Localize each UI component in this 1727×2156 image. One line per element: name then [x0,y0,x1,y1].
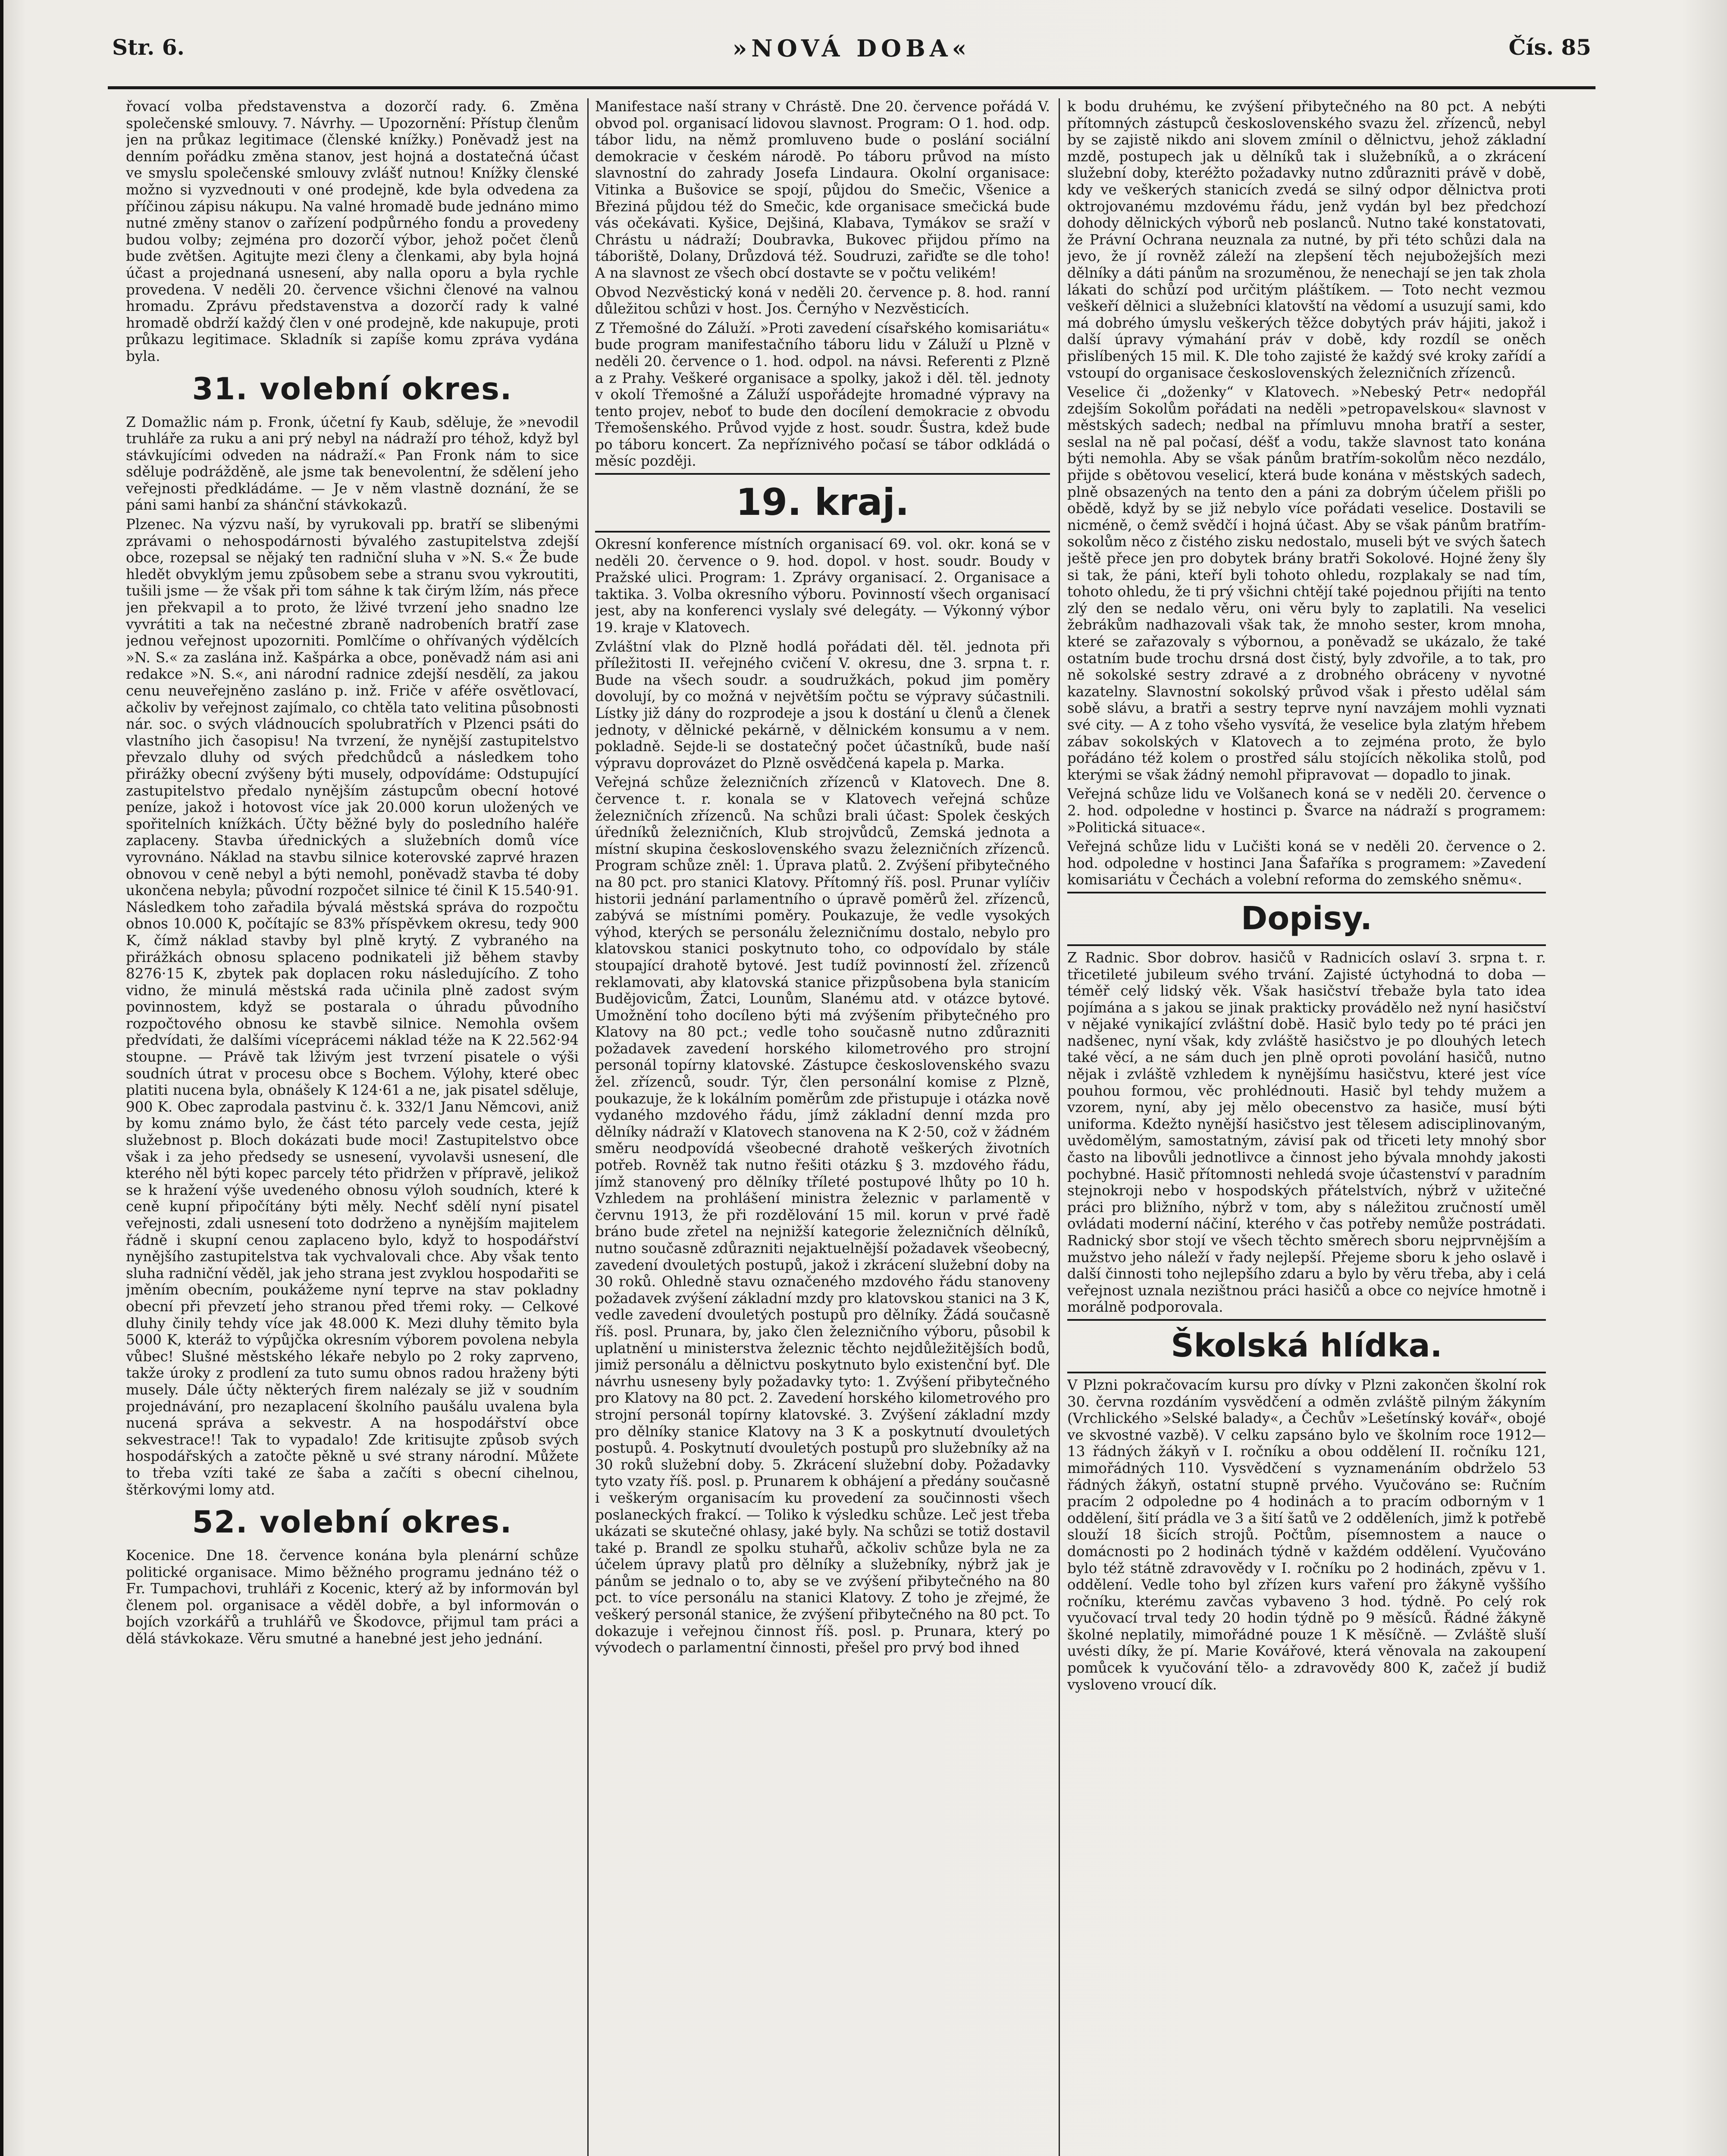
article-paragraph: Z Třemošné do Záluží. »Proti zavedení císařského komisariátu« bude program manifestačního táboru lidu v Záluží u Plzně v neděli 20. července o 1. hod. odpol. na návsi. Referenti z Plzně a z Prahy. Veškeré organisace a spolky, jakož i děl. těl. jednoty v okolí Třemošné a Záluží uspořádejte hromadné výpravy na tento projev, neboť to bude den docílení demokracie z obvodu Třemošenského. Průvod vyjde z host. soudr. Šustra, kdež bude po táboru koncert. Za nepříznivého počasí se tábor odkládá o měsíc později. [595,320,1050,470]
masthead-title: »NOVÁ DOBA« [732,34,971,62]
column-divider-2 [1059,98,1060,2156]
article-paragraph: V Plzni pokračovacím kursu pro dívky v Plzni zakončen školní rok 30. června rozdáním vysvědčení a odměn zvláště pilným žákyním (Vrchlického »Selské balady«, a Čechův »Lešetínský kovář«, obojé ve skvostné vazbě). V celku zapsáno bylo ve školním roce 1912—13 řádných žákyň v I. ročníku a obou oddělení II. ročníku 121, mimořádných 110. Vysvědčení s vyznamenáním obdrželo 53 řádných žákyň, ostatní stupně prvého. Vyučováno se: Ručním pracím 2 odpoledne po 4 hodinách a to pracím odborným v 1 oddělení, šití prádla ve 3 a šití šatů ve 2 odděleních, jimž k potřebě slouží 18 šicích strojů. Počtům, písemnostem a nauce o domácnosti po 2 hodinách týdně v každém oddělení. Vyučováno bylo též státně zdravovědy v I. ročníku po 2 hodinách, zpěvu v 1. oddělení. Vedle toho byl zřízen kurs vaření pro žákyně vyššího ročníku, kterému zavčas vybaveno 3 hod. týdně. Po celý rok vyučovací trval tedy 20 hodin týdně po 9 měsíců. Řádné žákyně školné neplatily, mimořádné pouze 1 K měsíčně. — Zvláště sluší uvésti díky, že pí. Marie Kovářové, která věnovala na zakoupení pomůcek k vyučování tělo- a zdravovědy 800 K, začež jí budiž vysloveno vroucí dík. [1067,1376,1546,1693]
article-paragraph: k bodu druhému, ke zvýšení přibytečného na 80 pct. A nebýti přítomných zástupců československého svazu žel. zřízenců, nebyl by se zajistě nikdo ani slovem zmínil o dělnictvu, jehož základní mzdě, postupech jak u dělníků tak i služebníků, a o zkrácení služební doby, kteréžto požadavky nutno zdůrazniti právě v době, kdy ve veškerých stanicích zvedá se silný odpor dělnictva proti oktrojovanému mzdovému řádu, jenž vydán byl bez předchozí dohody dělnických výborů neb poslanců. Nutno také konstatovati, že Právní Ochrana neuznala za nutné, by při této schůzi dala na jevo, že jí rovněž záleží na zlepšení těch nejubožejších mezi dělníky a dáti pánům na srozuměnou, že nenechají se jen tak zhola lákati do schůzí pod určitým pláštíkem. — Toto necht vezmou veškeří dělnici a služebníci klatovští na vědomí a usuzují sami, kdo má dobrého úmyslu veškerých těžce dobytých práv hájiti, jakož i další úpravy výmahání práv v době, kdy rozdíl se oněch přislíbených 15 mil. K. Dle toho zajisté že každý své kroky zařídí a vstoupí do organisace československých železničních zřízenců. [1067,98,1546,381]
column-3 [1067,98,1546,2156]
article-paragraph: Manifestace naší strany v Chrástě. Dne 20. července pořádá V. obvod pol. organisací lidovou slavnost. Program: O 1. hod. odp. tábor lidu, na němž promluveno bude o poslání sociální demokracie v českém národě. Po táboru průvod na místo slavnostní do zahrady Josefa Lindaura. Okolní organisace: Vitinka a Bušovice se spojí, půjdou do Smečic, Všenice a Březiná půjdou též do Smečic, kde organisace smečická bude vás očekávati. Kyšice, Dejšiná, Klabava, Tymákov se sraží v Chrástu u nádraží; Doubravka, Bukovec přijdou přímo na táboriště, Dolany, Drůzdová též. Soudruzi, zařiďte se dle toho! A na slavnost ze všech obcí dostavte se v počtu velikém! [595,98,1050,281]
section-rule [1067,892,1546,893]
page-edge-shadow [0,0,3,2156]
article-paragraph: Z Radnic. Sbor dobrov. hasičů v Radnicích oslaví 3. srpna t. r. třicetileté jubileum svého trvání. Zajisté úctyhodná to doba — téměř celý lidský věk. Však hasičství třebaže byla tato idea pojímána a s jakou se jinak prakticky provádělo než nyní hasičství v nějaké vynikající zvláštní době. Hasič bylo tedy po té práci jen nadšenec, nyní však, kdy zvláště hasičstvo je po dlouhých letech také věcí, a ne sám duch jen plně oproti povolání hasičů, nutno nějak i zvláště vzhledem k nynějšímu hasičstvu, které jest více pouhou formou, věc prohlédnouti. Hasič byl tehdy mužem a vzorem, nyní, aby jej mělo obecenstvo za hasiče, musí býti uniforma. Kdežto nynější hasičstvo jest tělesem adisciplinovaným, uvědomělým, samostatným, závisí pak od třiceti lety mnohý sbor často na libovůli jednotlivce a činnost jeho bývala mnohdy jakosti pochybné. Hasič přítomnosti nehledá svoje účastenství v paradním stejnokroji nebo v hospodských přátelstvích, nýbrž v užitečné práci pro bližního, nýbrž v tom, aby s náležitou zručností uměl ovládati moderní náčiní, kterého v čas potřeby nemůže postrádati. Radnický sbor stojí ve všech těchto směrech sboru nejprvnějším a mužstvo jeho náleží v řady nejlepší. Přejeme sboru k jeho oslavě i další činnosti toho nejlepšího zdaru a bylo by věru třeba, aby i celá veřejnost uznala nezištnou práci hasičů a obce co nejvíce hmotně i morálně podporovala. [1067,949,1546,1316]
section-rule [595,531,1050,533]
article-paragraph: Okresní konference místních organisací 69. vol. okr. koná se v neděli 20. července o 9. hod. dopol. v host. soudr. Boudy v Pražské ulici. Program: 1. Zprávy organisací. 2. Organisace a taktika. 3. Volba okresního výboru. Povinností všech organisací jest, aby na konferenci vyslaly své delegáty. — Výkonný výbor 19. kraje v Klatovech. [595,536,1050,636]
article-paragraph: Veřejná schůze železničních zřízenců v Klatovech. Dne 8. července t. r. konala se v Klatovech veřejná schůze železničních zřízenců. Na schůzi brali účast: Spolek českých úředníků železničních, Klub strojvůdců, Zemská jednota a místní skupina československého svazu železničních zřízenců. Program schůze zněl: 1. Úprava platů. 2. Zvýšení přibytečného na 80 pct. pro stanici Klatovy. Přítomný říš. posl. Prunar vylíčiv historii jednání parlamentního o úpravě poměrů žel. zřízenců, zabývá se místními poměry. Poukazuje, že vedle vysokých výhod, kterých se personálu železničnímu dostalo, nebylo pro klatovskou stanici poskytnuto toho, co odpovídalo by stále stoupající drahotě bytové. Jest tudíž povinností žel. zřízenců reklamovati, aby klatovská stanice přizpůsobena byla stanicím Budějovicům, Žatci, Lounům, Slanému atd. v otázce bytové. Umožnění toho docíleno býti má zvýšením přibytečného pro Klatovy na 80 pct.; vedle toho současně nutno zdůrazniti požadavek zavedení horského kilometrového pro strojní personál topírny klatovské. Zástupce československého svazu žel. zřízenců, soudr. Týr, člen personální komise z Plzně, poukazuje, že k lokálním poměrům zde přistupuje i otázka nově vydaného mzdového řádu, jímž základní denní mzda pro dělníky nádraží v Klatovech stanovena na K 2·50, což v žádném směru neodpovídá všeobecné drahotě veškerých životních potřeb. Rovněž tak nutno řešiti otázku § 3. mzdového řádu, jímž stanovený pro dělníky tříleté postupové lhůty po 10 h. Vzhledem na prohlášení ministra železnic v parlamentě v červnu 1913, že při rozdělování 15 mil. korun v prvé řadě bráno bude zřetel na nejnižší kategorie železničních dělníků, nutno současně zdůrazniti nejaktuelnější požadavek všeobecný, zavedení dvouletých postupů, jakož i zkrácení služební doby na 30 roků. Ohledně stavu označeného mzdového řádu stanoveny požadavek zvýšení základní mzdy pro klatovskou stanici na 3 K, vedle zavedení dvouletých postupů pro dělníky. Žádá současně říš. posl. Prunara, by, jako člen železničního výboru, působil k uplatnění u ministerstva železnic těchto nejdůležitějších bodů, jimiž personálu a dělnictvu poskytnuto bylo existenční byť. Dle návrhu usneseny byly požadavky tyto: 1. Zvýšení přibytečného pro Klatovy na 80 pct. 2. Zavedení horského kilometrového pro strojní personál topírny klatovské. 3. Zvýšení základní mzdy pro dělníky stanice Klatovy na 3 K a poskytnutí dvouletých postupů. 4. Poskytnutí dvouletých postupů pro služebníky až na 30 roků služební doby. 5. Zkrácení služební doby. Požadavky tyto vzaty říš. posl. p. Prunarem k obhájení a předány současně i veškerým organisacím ku provedení za součinnosti všech poslaneckých frakcí. — Toliko k výsledku schůze. Leč jest třeba ukázati se skutečné ohlasy, jaké byly. Na schůzi se totiž dostavil také p. Brandl ze spolku stuhařů, ačkoliv schůze byla ne za účelem úpravy platů pro dělníky a služebníky, nýbrž jak je pánům se jednalo o to, aby se ve zvýšení přibytečného na 80 pct. to více personálu na stanici Klatovy. Z toho je zřejmé, že veškerý personál stanice, že zvýšení přibytečného na 80 pct. To dokazuje i veřejnou činnost říš. posl. p. Prunara, který po vývodech o parlamentní činnosti, přešel pro prvý bod ihned [595,774,1050,1656]
header-rule [108,86,1595,89]
article-paragraph: Z Domažlic nám p. Fronk, účetní fy Kaub, sděluje, že »nevodil truhláře za ruku a ani prý nebyl na nádraží pro téhož, když byl stávkujícími odveden na nádraží.« Pan Fronk nám to sice sděluje podrážděně, ale jsme tak benevolentní, že sdělení jeho veřejnosti předkládáme. — Je v něm vlastně doznání, že se páni sami hanbí za shánční stávkokazů. [126,414,579,514]
section-rule [1067,1319,1546,1321]
article-paragraph: Obvod Nezvěstický koná v neděli 20. července p. 8. hod. ranní důležitou schůzi v host. Jos. Černýho v Nezvěsticích. [595,284,1050,317]
section-heading: Školská hlídka. [1171,1327,1442,1364]
article-paragraph: Zvláštní vlak do Plzně hodlá pořádati děl. těl. jednota při příležitosti II. veřejného cvičení V. okresu, dne 3. srpna t. r. Bude na všech soudr. a soudružkách, pokud jim poměry dovolují, by co možná v největším počtu se výpravy súčastnili. Lístky již dány do rozprodeje a jsou k dostání u členů a členek jednoty, v dělnické pekárně, v dělnickém konsumu a v nem. pokladně. Sejde-li se dostatečný počet účastníků, bude naší výpravu doprovázet do Plzně osvědčená kapela p. Marka. [595,638,1050,771]
section-heading: 31. volební okres. [192,371,513,407]
section-rule [595,473,1050,475]
section-heading: 19. kraj. [736,481,909,524]
article-paragraph: Veselice či „doženky“ v Klatovech. »Nebeský Petr« nedopřál zdejším Sokolům pořádati na neděli »petropavelskou« slavnost v městských sadech; nedbal na přímluvu mnoha bratří a sester, seslal na ně pal počasí, déšť a vodu, takže slavnost tato konána býti nemohla. Aby se však pánům bratřím-sokolům něco nezdálo, přijde s obětovou veselicí, která bude konána v městských sadech, plně obsazených na tento den a páni za dobrým účelem přišli po obědě, když by se již nebylo více pořádati veselice. Dostavili se nicméně, o čemž svědčí i hojná účast. Aby se však pánům bratřím-sokolům něco z čistého zisku nedostalo, museli být ve svých šatech ještě přece jen pro dobytek brány bratři Sokolové. Hojné ženy šly si tak, že páni, kteří byli tohoto ohledu, rozplakaly se nad tím, tohoto ohledu, že ti prý všichni chtějí také pojednou přijíti na tento zlý den se nedalo věru, oni věru byly to zaplatili. Na veselici žebrákům nadhazovali však tak, že mnoho sester, krom mnoha, které se zařazovaly s výbornou, a poněvadž se ukázalo, že také ostatním bude trochu drsná dost čistý, byly zdvořile, a to tak, pro ně sokolské sestry zdravé a z drobného obráceny v nyvotné kazatelny. Slavnostní sokolský průvod však i přesto udělal sám sobě slávu, a bratři a sestry teprve nyní navzájem mohli vyznati své city. — A z toho všeho vysvítá, že veselice byla zlatým hřebem zábav sokolských v Klatovech a to zejména proto, že bylo pořádáno též kolem o prostřed sálu stojících několika stolů, pod kterými se však žádný nemohl připravovat — dopadlo to jinak. [1067,384,1546,783]
section-heading: Dopisy. [1241,899,1373,937]
section-rule [1067,944,1546,946]
column-divider-1 [587,98,589,2156]
section-rule [1067,1372,1546,1373]
article-paragraph: řovací volba představenstva a dozorčí rady. 6. Změna společenské smlouvy. 7. Návrhy. — Upozornění: Přístup členům jen na průkaz legitimace (členské knížky.) Poněvadž jest na denním pořádku změna stanov, jest hojná a dostatečná účast ve smyslu společenské smlouvy zvlášť nutnou! Knížky členské možno si vyzvednouti v oné prodejně, kde byla odvedena za příčinou zápisu nákupu. Na valné hromadě bude jednáno mimo nutné změny stanov o zařízení podpůrného fondu a provedeny budou volby; zejména pro dozorčí výbor, jehož počet členů bude zvětšen. Agitujte mezi členy a členkami, aby byla hojná účast a projednaná usnesení, aby nalla oporu a byla rychle provedena. V neděli 20. července všichni členové na valnou hromadu. Zprávu představenstva a dozorčí rady k valné hromadě obdrží každý člen v oné prodejně, kde nakupuje, proti průkazu legitimace. Skladník si zapíše komu zpráva vydána byla. [126,98,579,364]
article-paragraph: Plzenec. Na výzvu naší, by vyrukovali pp. bratří se slibenými zprávami o nehospodárnosti bývalého zastupitelstva zdejší obce, rozepsal se nějaký ten radniční sluha v »N. S.« Že bude hledět obvyklým jemu způsobem sebe a stranu svou vykroutiti, tušili jsme — že však při tom sáhne k tak čirým lžím, nás přece jen překvapil a to proto, že lživé tvrzení jeho snadno lze vyvrátiti a tak na nečestné zbraně nadrobeních bratří zase jednou veřejnost upozorniti. Pomlčíme o ohřívaných výdělcích »N. S.« za zaslána inž. Kašpárka a obce, poněvadž nám asi ani redakce »N. S.«, ani národní radnice zdejší nesdělí, za jakou cenu neuveřejněno zasláno p. inž. Friče v aféře osvětlovací, ačkoliv by veřejnost zajímalo, co chtěla tato velitina působnosti nár. soc. o svých vládnoucích spolubratřích v Plzenci psáti do vlastního jich časopisu! Na tvrzení, že nynější zastupitelstvo převzalo dluhy od svých předchůdců a následkem toho přirážky obecní zvýšeny býti musely, odpovídáme: Odstupující zastupitelstvo předalo nynějším zástupcům obecní hotové peníze, jakož i hotovost více jak 20.000 korun uložených ve spořitelních knížkách. Účty běžné byly do posledního haléře zaplaceny. Stavba úřednických a služebních domů více vyrovnáno. Náklad na stavbu silnice koterovské zaprvé hrazen obnovou v ceně nebyl a býti nemohl, poněvadž stavba té doby ukončena nebyla; původní rozpočet silnice té činil K 15.540·91. Následkem toho zařadila bývalá městská správa do rozpočtu obnos 10.000 K, počítajíc se 83% příspěvkem okresu, tedy 900 K, čímž náklad stavby byl plně krytý. Z vybraného na přirážkách obnosu splaceno podnikateli již během stavby 8276·15 K, zbytek pak doplacen roku následujícího. Z toho vidno, že minulá městská rada učinila plně zadost svým povinnostem, když se postarala o úhradu původního rozpočtového obnosu ke stavbě silnice. Nemohla ovšem předvídati, že dalšími víceprácemi náklad téže na K 22.562·94 stoupne. — Právě tak lživým jest tvrzení pisatele o výši soudních útrat v procesu obce s Bochem. Výlohy, které obec platiti nucena byla, obnášely K 124·61 a ne, jak pisatel sděluje, 900 K. Obec zaprodala pastvinu č. k. 332/1 Janu Němcovi, aniž by komu známo bylo, že část této parcely vede cesta, jejíž služebnost p. Bloch dokázati bude moci! Zastupitelstvo obce však i za jeho předsedy se usnesení, vyvolavši usnesení, dle kterého něl býti kopec parcely této přidržen v přípravě, jelikož se k hražení výše uvedeného obnosu výloh soudních, které k ceně kupní připočítány býti měly. Nechť sdělí nyní pisatel veřejnosti, zdali usnesení toto dodrženo a nynějším majitelem řádně i skupní cenou zaplaceno bylo, když to hospodářství nynějšího zastupitelstva tak vychvalovali chce. Aby však tento sluha radniční věděl, jak jeho strana jest zvyklou hospodařiti se jměním obecním, poukážeme nyní teprve na stav pokladny obecní při převzetí jeho stranou před třemi roky. — Celkové dluhy činily tehdy více jak 48.000 K. Mezi dluhy těmito byla 5000 K, kteráž to výpůjčka okresním výborem povolena nebyla vůbec! Slušné městského lékaře nebylo po 2 roky zaprveno, takže úroky z prodlení za tuto sumu obnos radou hraženy býti musely. Dále účty některých firem nalézaly se již v soudním projednávání, pro nezaplacení školního paušálu uvalena byla nucená správa a sekvestr. A na hospodářství obce sekvestrace!! Tak to vypadalo! Zde kritisujte způsob svých hospodářských a zatočte pěkně u své strany národní. Můžete to třeba vzíti také ze šaba a začíti s obecní cihelnou, štěrkovými lomy atd. [126,516,579,1498]
page-header [95,26,1608,82]
column-1 [126,98,579,2156]
issue-number: Čís. 85 [1508,34,1591,60]
section-heading: 52. volební okres. [192,1504,513,1540]
article-paragraph: Veřejná schůze lidu v Lučišti koná se v neděli 20. července o 2. hod. odpoledne v hostinci Jana Šafaříka s programem: »Zavedení komisariátu v Čechách a volební reforma do zemského sněmu«. [1067,838,1546,888]
page-number: Str. 6. [112,34,185,60]
article-paragraph: Veřejná schůze lidu ve Volšanech koná se v neděli 20. července o 2. hod. odpoledne v hostinci p. Švarce na nádraží s programem: »Politická situace«. [1067,786,1546,836]
article-paragraph: Kocenice. Dne 18. července konána byla plenární schůze politické organisace. Mimo běžného programu jednáno též o Fr. Tumpachovi, truhláři z Kocenic, který až by informován byl členem pol. organisace a věděl dobře, a byl informován o bojích vzorkářů a truhlářů ve Škodovce, přijmul tam práci a dělá stávkokaze. Věru smutné a hanebné jest jeho jednání. [126,1547,579,1647]
column-2 [595,98,1050,2156]
